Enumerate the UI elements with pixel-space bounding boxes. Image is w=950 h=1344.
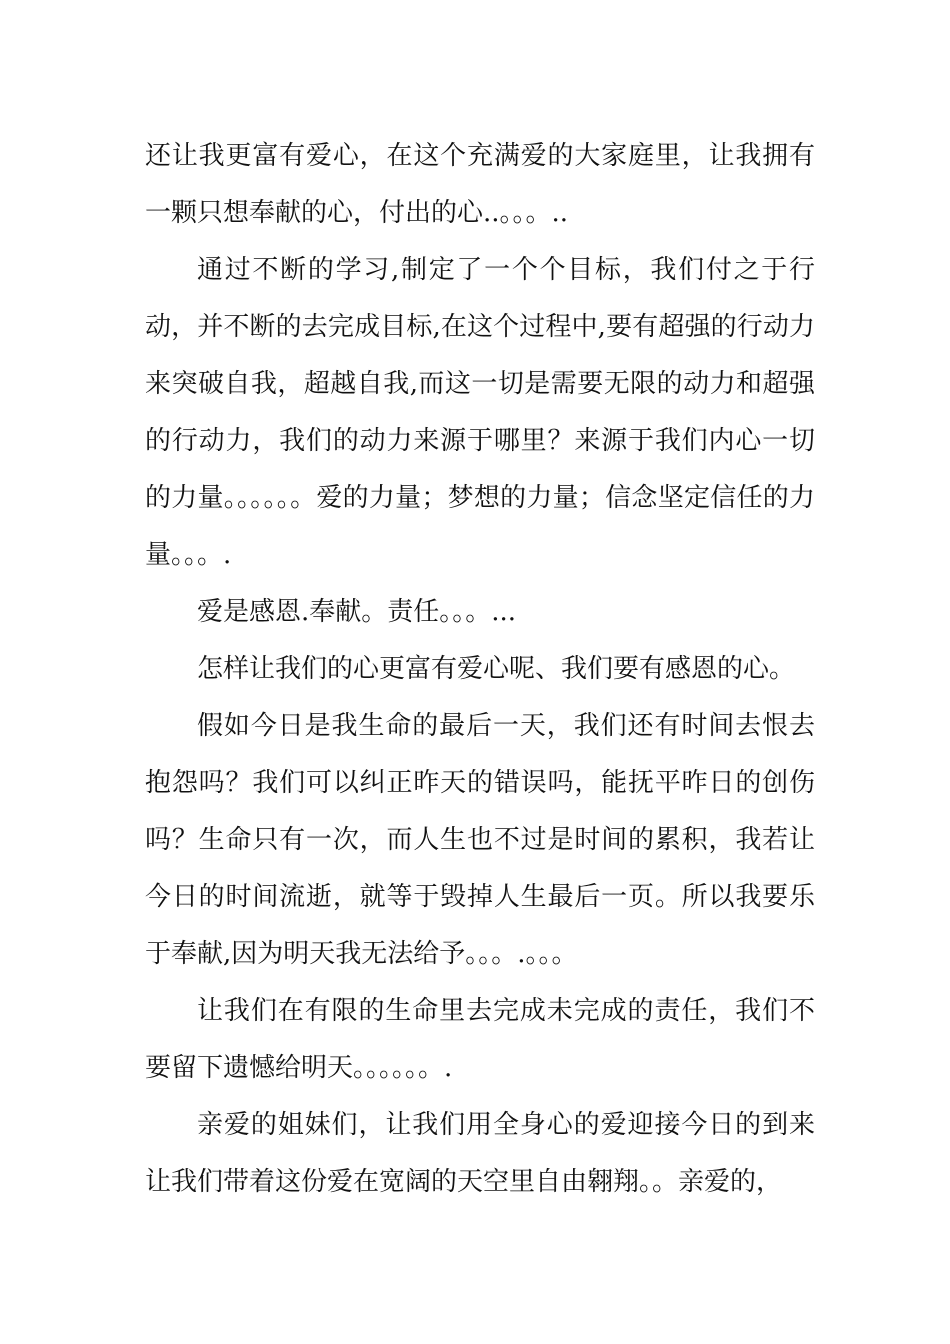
paragraph-responsibility: 让我们在有限的生命里去完成未完成的责任，我们不要留下遗憾给明天。。。。。。. [145,996,815,1083]
paragraph-sisters: 亲爱的姐妹们，让我们用全身心的爱迎接今日的到来让我们带着这份爱在宽阔的天空里自由翱翔。。亲爱的， [145,1110,815,1197]
paragraph-last-day: 假如今日是我生命的最后一天，我们还有时间去恨去抱怨吗？我们可以纠正昨天的错误吗，能抚平昨日的创伤吗？生命只有一次，而人生也不过是时间的累积，我若让今日的时间流逝，就等于毁掉人生最后一页。所以我要乐于奉献,因为明天我无法给予。。。.。。。 [145,711,815,969]
paragraph-love-definition: 爱是感恩.奉献。责任。。。... [197,597,517,627]
paragraph-action: 通过不断的学习,制定了一个个目标，我们付之于行动，并不断的去完成目标,在这个过程中,要有超强的行动力来突破自我，超越自我,而这一切是需要无限的动力和超强的行动力，我们的动力来源于哪里？来源于我们内心一切的力量。。。。。。爱的力量；梦想的力量；信念坚定信任的力量。。。. [145,255,815,570]
paragraph-continuation: 还让我更富有爱心，在这个充满爱的大家庭里，让我拥有一颗只想奉献的心，付出的心..。。。.. [145,141,815,228]
document-body [145,128,815,1211]
paragraph-gratitude: 怎样让我们的心更富有爱心呢、我们要有感恩的心。 [197,654,796,684]
